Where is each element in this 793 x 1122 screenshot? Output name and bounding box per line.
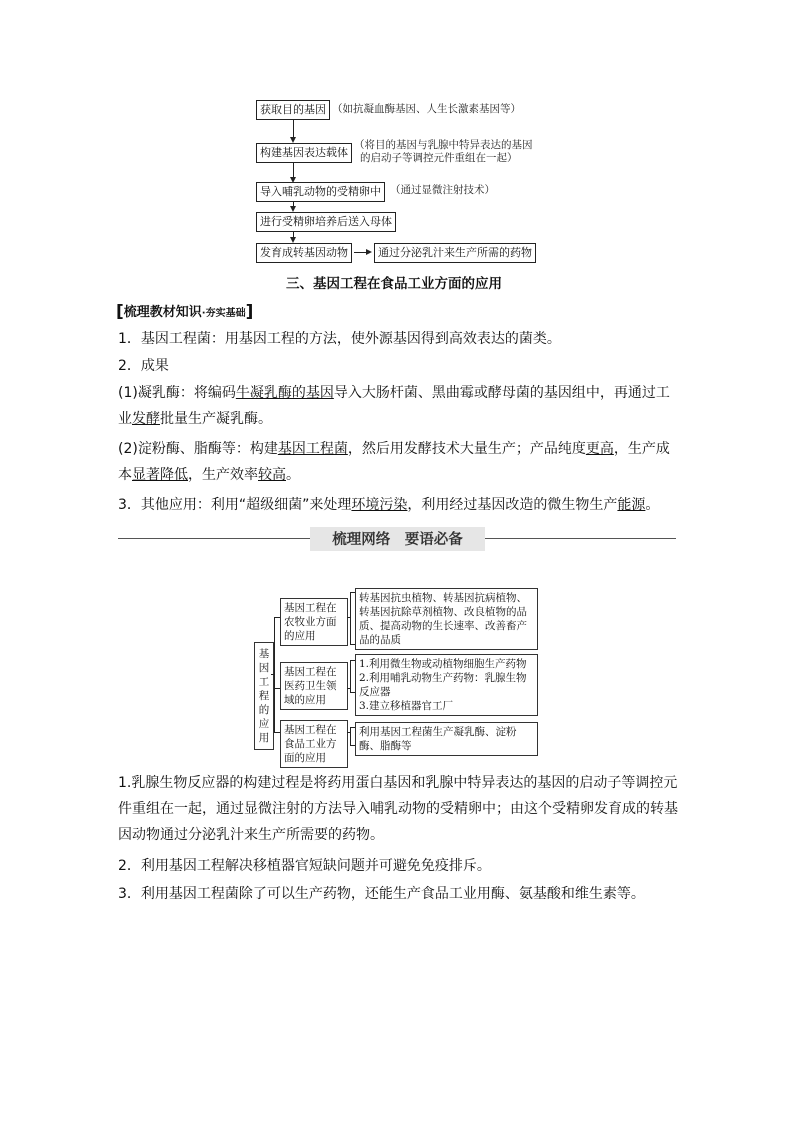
flow-note-3: （通过显微注射技术）	[390, 184, 495, 196]
flow-note-2a: （将目的基因与乳腺中特异表达的基因	[354, 139, 533, 151]
item-3: (1)凝乳酶：将编码牛凝乳酶的基因导入大肠杆菌、黑曲霉或酵母菌的基因组中，再通过工业发酵批量生产凝乳酶。	[118, 385, 670, 427]
knowledge-tag: [梳理教材知识·夯实基础]	[116, 302, 254, 322]
item-5: 3．其他应用：利用“超级细菌”来处理环境污染，利用经过基因改造的微生物生产能源。	[118, 497, 660, 513]
flow-note-1: （如抗凝血酶基因、人生长激素基因等）	[332, 103, 521, 115]
flow-step-develop: 发育成转基因动物	[256, 243, 352, 263]
map-branch-agriculture: 基因工程在农牧业方面的应用	[280, 598, 348, 646]
summary-3: 3．利用基因工程菌除了可以生产药物，还能生产食品工业用酶、氨基酸和维生素等。	[118, 886, 645, 902]
flow-step-build-vector: 构建基因表达载体	[256, 143, 352, 163]
map-detail-medicine	[355, 654, 538, 716]
banner-title: 梳理网络 要语必备	[332, 532, 463, 548]
map-root: 基因工程的应用	[254, 642, 274, 750]
knowledge-tag-main: 梳理教材知识	[123, 305, 202, 320]
map-branch-medicine: 基因工程在医药卫生领域的应用	[280, 662, 348, 710]
knowledge-tag-sub: ·夯实基础	[201, 308, 246, 319]
item-1: 1．基因工程菌：用基因工程的方法，使外源基因得到高效表达的菌类。	[118, 331, 561, 347]
item-4: (2)淀粉酶、脂酶等：构建基因工程菌，然后用发酵技术大量生产；产品纯度更高，生产成本显著降低，生产效率较高。	[118, 441, 670, 483]
flow-step-obtain-gene: 获取目的基因	[256, 100, 330, 120]
map-branch-food: 基因工程在食品工业方面的应用	[280, 720, 348, 768]
flow-step-culture: 进行受精卵培养后送入母体	[256, 212, 396, 232]
map-detail-medicine-3: 3.建立移植器官工厂	[359, 700, 454, 712]
flow-step-import-egg: 导入哺乳动物的受精卵中	[256, 182, 385, 202]
map-detail-agriculture: 转基因抗虫植物、转基因抗病植物、转基因抗除草剂植物、改良植物的品质、提高动物的生长速率、改善畜产品的品质	[355, 588, 538, 650]
map-detail-medicine-2: 2.利用哺乳动物生产药物：乳腺生物反应器	[359, 672, 527, 698]
flow-note-2b: 的启动子等调控元件重组在一起）	[360, 152, 518, 164]
map-detail-food: 利用基因工程菌生产凝乳酶、淀粉酶、脂酶等	[355, 722, 538, 756]
map-detail-medicine-1: 1.利用微生物或动植物细胞生产药物	[359, 658, 527, 670]
summary-2: 2．利用基因工程解决移植器官短缺问题并可避免免疫排斥。	[118, 858, 491, 874]
item-2: 2．成果	[118, 358, 169, 374]
flow-result: 通过分泌乳汁来生产所需的药物	[374, 243, 536, 263]
summary-1: 1.乳腺生物反应器的构建过程是将药用蛋白基因和乳腺中特异表达的基因的启动子等调控元件重组在一起，通过显微注射的方法导入哺乳动物的受精卵中；由这个受精卵发育成的转基因动物通过分泌乳汁来生产所需要的药物。	[118, 775, 678, 843]
section-title: 三、基因工程在食品工业方面的应用	[286, 276, 502, 292]
